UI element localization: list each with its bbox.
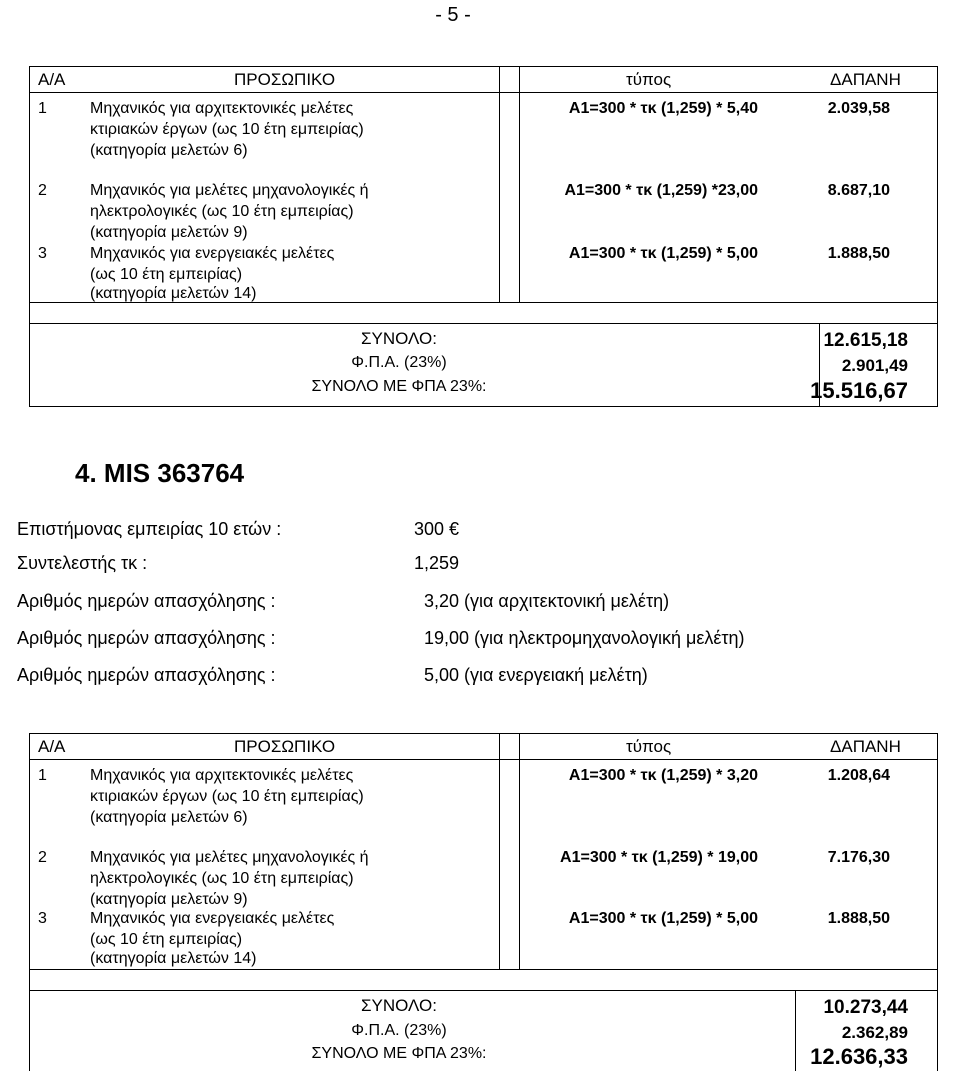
row-description-line: (ως 10 έτη εμπειρίας) bbox=[90, 931, 243, 948]
row-number: 1 bbox=[38, 100, 47, 117]
row-description-line: Μηχανικός για μελέτες μηχανολογικές ή bbox=[90, 849, 369, 866]
param-value: 300 € bbox=[414, 519, 460, 539]
row-number: 1 bbox=[38, 767, 47, 784]
row-formula: Α1=300 * τκ (1,259) *23,00 bbox=[564, 182, 758, 199]
row-cost: 1.888,50 bbox=[827, 910, 890, 927]
row-cost: 1.888,50 bbox=[827, 245, 890, 262]
header-cost: ΔΑΠΑΝΗ bbox=[830, 737, 901, 756]
row-description-line: (ως 10 έτη εμπειρίας) bbox=[90, 266, 243, 283]
total-label: ΣΥΝΟΛΟ: bbox=[361, 996, 437, 1015]
row-formula: Α1=300 * τκ (1,259) * 3,20 bbox=[568, 767, 758, 784]
row-description-line: ηλεκτρολογικές (ως 10 έτη εμπειρίας) bbox=[90, 203, 354, 220]
row-description-line: (κατηγορία μελετών 14) bbox=[90, 950, 257, 967]
row-description-line: (κατηγορία μελετών 6) bbox=[90, 142, 248, 159]
row-cost: 7.176,30 bbox=[827, 849, 890, 866]
total-with-vat-label: ΣΥΝΟΛΟ ΜΕ ΦΠΑ 23%: bbox=[311, 378, 487, 395]
param-label: Επιστήμονας εμπειρίας 10 ετών : bbox=[17, 519, 282, 539]
row-formula: Α1=300 * τκ (1,259) * 5,00 bbox=[568, 245, 758, 262]
row-description-line: Μηχανικός για αρχιτεκτονικές μελέτες bbox=[90, 767, 354, 784]
row-description-line: Μηχανικός για ενεργειακές μελέτες bbox=[90, 910, 335, 927]
header-cost: ΔΑΠΑΝΗ bbox=[830, 70, 901, 89]
row-cost: 1.208,64 bbox=[827, 767, 890, 784]
row-description-line: (κατηγορία μελετών 14) bbox=[90, 285, 257, 302]
vat-value: 2.362,89 bbox=[841, 1023, 908, 1042]
header-type: τύπος bbox=[626, 70, 672, 89]
row-description-line: κτιριακών έργων (ως 10 έτη εμπειρίας) bbox=[90, 788, 364, 805]
row-description-line: Μηχανικός για μελέτες μηχανολογικές ή bbox=[90, 182, 369, 199]
param-value: 3,20 (για αρχιτεκτονική μελέτη) bbox=[424, 591, 670, 611]
row-number: 3 bbox=[38, 910, 47, 927]
section-title: 4. MIS 363764 bbox=[75, 458, 245, 488]
total-with-vat-value: 15.516,67 bbox=[810, 378, 908, 403]
param-value: 19,00 (για ηλεκτρομηχανολογική μελέτη) bbox=[424, 628, 745, 648]
param-label: Συντελεστής τκ : bbox=[17, 553, 148, 573]
total-value: 12.615,18 bbox=[823, 330, 908, 351]
row-description-line: κτιριακών έργων (ως 10 έτη εμπειρίας) bbox=[90, 121, 364, 138]
param-label: Αριθμός ημερών απασχόλησης : bbox=[17, 591, 276, 611]
total-value: 10.273,44 bbox=[823, 997, 908, 1018]
header-aa: Α/Α bbox=[38, 737, 66, 756]
row-cost: 2.039,58 bbox=[827, 100, 890, 117]
row-description-line: ηλεκτρολογικές (ως 10 έτη εμπειρίας) bbox=[90, 870, 354, 887]
row-cost: 8.687,10 bbox=[827, 182, 890, 199]
row-description-line: (κατηγορία μελετών 9) bbox=[90, 891, 248, 908]
header-personnel: ΠΡΟΣΩΠΙΚΟ bbox=[234, 70, 336, 89]
row-formula: Α1=300 * τκ (1,259) * 5,40 bbox=[568, 100, 758, 117]
param-label: Αριθμός ημερών απασχόλησης : bbox=[17, 665, 276, 685]
row-number: 3 bbox=[38, 245, 47, 262]
row-description-line: (κατηγορία μελετών 6) bbox=[90, 809, 248, 826]
row-description-line: (κατηγορία μελετών 9) bbox=[90, 224, 248, 241]
vat-label: Φ.Π.Α. (23%) bbox=[351, 1022, 447, 1039]
row-description-line: Μηχανικός για αρχιτεκτονικές μελέτες bbox=[90, 100, 354, 117]
cost-table-2 bbox=[29, 733, 938, 1071]
row-description-line: Μηχανικός για ενεργειακές μελέτες bbox=[90, 245, 335, 262]
row-number: 2 bbox=[38, 849, 47, 866]
total-with-vat-label: ΣΥΝΟΛΟ ΜΕ ΦΠΑ 23%: bbox=[311, 1045, 487, 1062]
row-number: 2 bbox=[38, 182, 47, 199]
row-formula: Α1=300 * τκ (1,259) * 19,00 bbox=[560, 849, 758, 866]
param-label: Αριθμός ημερών απασχόλησης : bbox=[17, 628, 276, 648]
param-value: 5,00 (για ενεργειακή μελέτη) bbox=[424, 665, 648, 685]
total-label: ΣΥΝΟΛΟ: bbox=[361, 329, 437, 348]
header-type: τύπος bbox=[626, 737, 672, 756]
param-value: 1,259 bbox=[414, 553, 460, 573]
vat-value: 2.901,49 bbox=[841, 356, 908, 375]
header-personnel: ΠΡΟΣΩΠΙΚΟ bbox=[234, 737, 336, 756]
cost-table-1 bbox=[29, 66, 938, 406]
vat-label: Φ.Π.Α. (23%) bbox=[351, 354, 447, 371]
page-number: - 5 - bbox=[435, 4, 471, 26]
total-with-vat-value: 12.636,33 bbox=[810, 1044, 908, 1069]
header-aa: Α/Α bbox=[38, 70, 66, 89]
row-formula: Α1=300 * τκ (1,259) * 5,00 bbox=[568, 910, 758, 927]
